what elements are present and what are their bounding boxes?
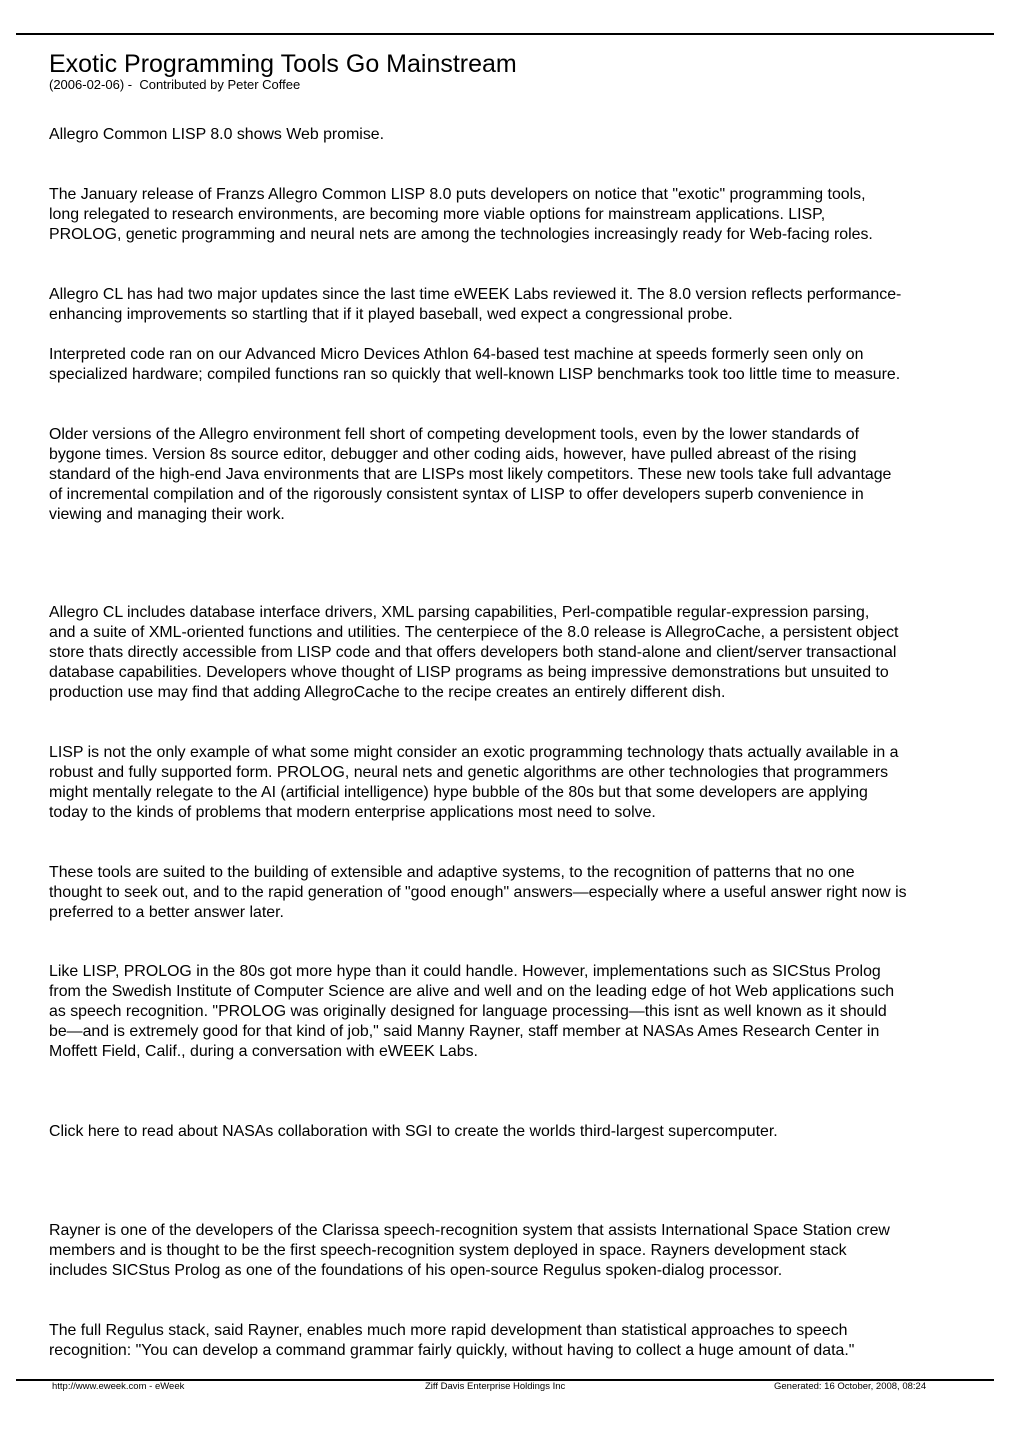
paragraph: The full Regulus stack, said Rayner, enables much more rapid development than statistical approaches to speech recognition: "You can develop a command grammar fairly quickly, without having to collect a huge amount of data.": [49, 1322, 855, 1359]
paragraph: Allegro CL has had two major updates since the last time eWEEK Labs reviewed it. The 8.0 version reflects performance- enhancing improvements so startling that if it played baseball, wed expect a congressional probe.: [49, 286, 902, 323]
paragraph: These tools are suited to the building of extensible and adaptive systems, to the recognition of patterns that no one thought to seek out, and to the rapid generation of "good enough" answers—especially where a useful answer right now is preferred to a better answer later.: [49, 864, 907, 921]
paragraph: Older versions of the Allegro environment fell short of competing development tools, even by the lower standards of bygone times. Version 8s source editor, debugger and other coding aids, however, have pulled abreast of the rising standard of the high-end Java environments that are LISPs most likely competitors. These new tools take full advantage of incremental compilation and of the rigorously consistent syntax of LISP to offer developers superb convenience in viewing and managing their work.: [49, 426, 892, 523]
nasa-sgi-link[interactable]: Click here to read about NASAs collaboration with SGI to create the worlds third-largest supercomputer.: [49, 1123, 778, 1140]
header-rule: [16, 33, 994, 35]
paragraph: The January release of Franzs Allegro Common LISP 8.0 puts developers on notice that "exotic" programming tools, long relegated to research environments, are becoming more viable options for mainstream applications. LISP, PROLOG, genetic programming and neural nets are among the technologies increasingly ready for Web-facing roles.: [49, 186, 873, 243]
article-meta: (2006-02-06) - Contributed by Peter Coffee: [49, 77, 301, 92]
footer-source-url[interactable]: http://www.eweek.com - eWeek: [52, 1381, 185, 1392]
footer-generated-date: Generated: 16 October, 2008, 08:24: [774, 1381, 927, 1392]
article-title: Exotic Programming Tools Go Mainstream: [49, 50, 517, 78]
paragraph-subtitle: Allegro Common LISP 8.0 shows Web promise.: [49, 126, 385, 143]
paragraph: Rayner is one of the developers of the Clarissa speech-recognition system that assists International Space Station crew members and is thought to be the first speech-recognition system deployed in space. Rayners development stack includes SICStus Prolog as one of the foundations of his open-source Regulus spoken-dialog processor.: [49, 1222, 890, 1279]
paragraph: LISP is not the only example of what some might consider an exotic programming technology thats actually available in a robust and fully supported form. PROLOG, neural nets and genetic algorithms are other technologies that programmers might mentally relegate to the AI (artificial intelligence) hype bubble of the 80s but that some developers are applying today to the kinds of problems that modern enterprise applications most need to solve.: [49, 744, 899, 821]
paragraph: Like LISP, PROLOG in the 80s got more hype than it could handle. However, implementations such as SICStus Prolog from the Swedish Institute of Computer Science are alive and well and on the leading edge of hot Web applications such as speech recognition. "PROLOG was originally designed for language processing—this isnt as well known as it should be—and is extremely good for that kind of job," said Manny Rayner, staff member at NASAs Ames Research Center in Moffett Field, Calif., during a conversation with eWEEK Labs.: [49, 963, 895, 1060]
footer-publisher: Ziff Davis Enterprise Holdings Inc: [425, 1381, 566, 1392]
paragraph: Interpreted code ran on our Advanced Micro Devices Athlon 64-based test machine at speeds formerly seen only on specialized hardware; compiled functions ran so quickly that well-known LISP benchmarks took too little time to measure.: [49, 346, 901, 383]
paragraph: Allegro CL includes database interface drivers, XML parsing capabilities, Perl-compatible regular-expression parsing, and a suite of XML-oriented functions and utilities. The centerpiece of the 8.0 release is AllegroCache, a persistent object store thats directly accessible from LISP code and that offers developers both stand-alone and client/server transactional database capabilities. Developers whove thought of LISP programs as being impressive demonstrations but unsuited to production use may find that adding AllegroCache to the recipe creates an entirely different dish.: [49, 604, 899, 701]
